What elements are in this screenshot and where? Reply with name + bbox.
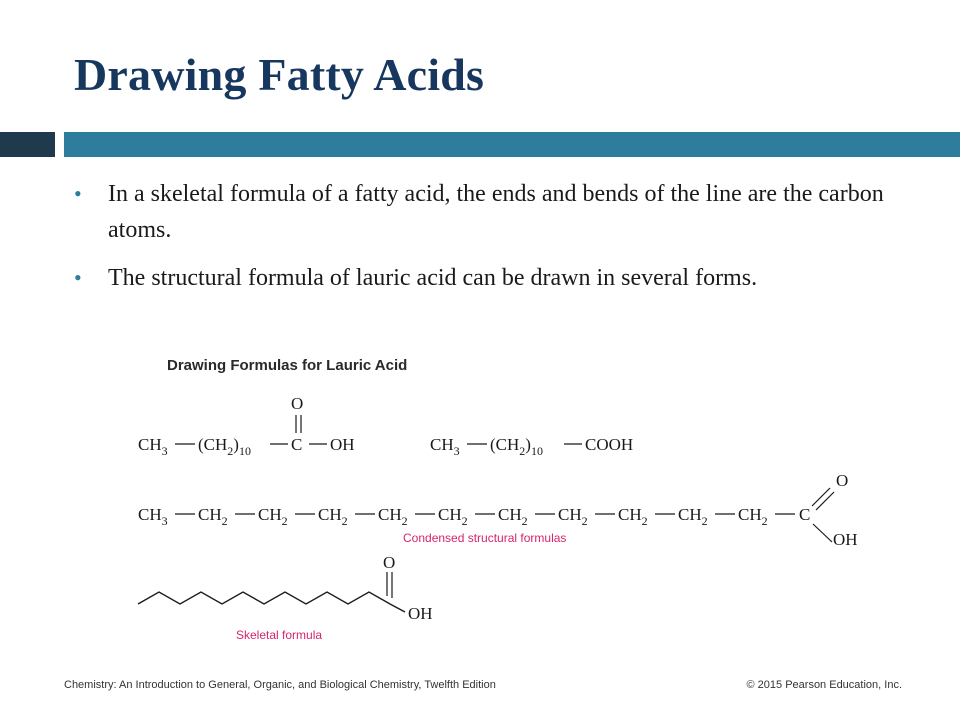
bullet-icon: • <box>74 181 82 206</box>
bullet-item <box>74 176 904 248</box>
bullet-item <box>74 260 904 296</box>
condensed-formula-1 <box>138 394 355 458</box>
double-bond <box>816 492 834 510</box>
ch2-group: $CH_2$ <box>198 505 228 528</box>
ch2-group: $CH_2$ <box>618 505 648 528</box>
lauric-acid-figure <box>0 340 960 660</box>
title-divider-dark <box>0 132 55 157</box>
footer-citation: Chemistry: An Introduction to General, Organic, and Biological Chemistry, Twelfth Edition <box>64 679 496 691</box>
ch2-group: $CH_2$ <box>378 505 408 528</box>
hydroxyl-group: OH <box>833 530 858 549</box>
footer-copyright: © 2015 Pearson Education, Inc. <box>746 679 902 691</box>
ch2-group: $CH_2$ <box>678 505 708 528</box>
hydroxyl-group: OH <box>408 604 433 623</box>
ch2-group: $CH_2$ <box>738 505 768 528</box>
ch3-group: $CH_3$ <box>138 505 168 528</box>
carbonyl-oxygen: O <box>836 471 849 490</box>
bullet-text: The structural formula of lauric acid can be drawn in several forms. <box>108 265 758 291</box>
skeletal-formula <box>138 553 433 642</box>
carbonyl-carbon: C <box>291 435 303 454</box>
figure-title: Drawing Formulas for Lauric Acid <box>167 357 408 374</box>
carboxyl-carbon: C <box>799 505 811 524</box>
expanded-condensed-formula <box>138 471 858 549</box>
ch2-group: $CH_2$ <box>258 505 288 528</box>
bond <box>813 524 832 542</box>
carbon-chain <box>138 592 405 612</box>
carbonyl-oxygen: O <box>291 394 304 413</box>
bullet-text: In a skeletal formula of a fatty acid, the ends and bends of the line are the carbon atoms. <box>108 181 884 243</box>
ch2-repeat-group: $(CH_2)_{10}$ <box>198 435 251 458</box>
carboxyl-group: COOH <box>585 435 634 454</box>
title-divider-bar <box>64 132 960 157</box>
ch2-group: $CH_2$ <box>498 505 528 528</box>
ch2-group: $CH_2$ <box>318 505 348 528</box>
skeletal-caption: Skeletal formula <box>236 628 323 642</box>
ch2-group: $CH_2$ <box>438 505 468 528</box>
slide-title: Drawing Fatty Acids <box>74 49 485 100</box>
ch2-group: $CH_2$ <box>558 505 588 528</box>
carbonyl-oxygen: O <box>383 553 396 572</box>
ch3-group: $CH_3$ <box>138 435 168 458</box>
condensed-formula-2 <box>430 435 633 458</box>
ch2-repeat-group: $(CH_2)_{10}$ <box>490 435 543 458</box>
condensed-caption: Condensed structural formulas <box>403 531 567 545</box>
bullet-icon: • <box>74 265 82 290</box>
hydroxyl-group: OH <box>330 435 355 454</box>
bullet-list <box>74 176 904 308</box>
ch3-group: $CH_3$ <box>430 435 460 458</box>
double-bond <box>812 488 830 506</box>
